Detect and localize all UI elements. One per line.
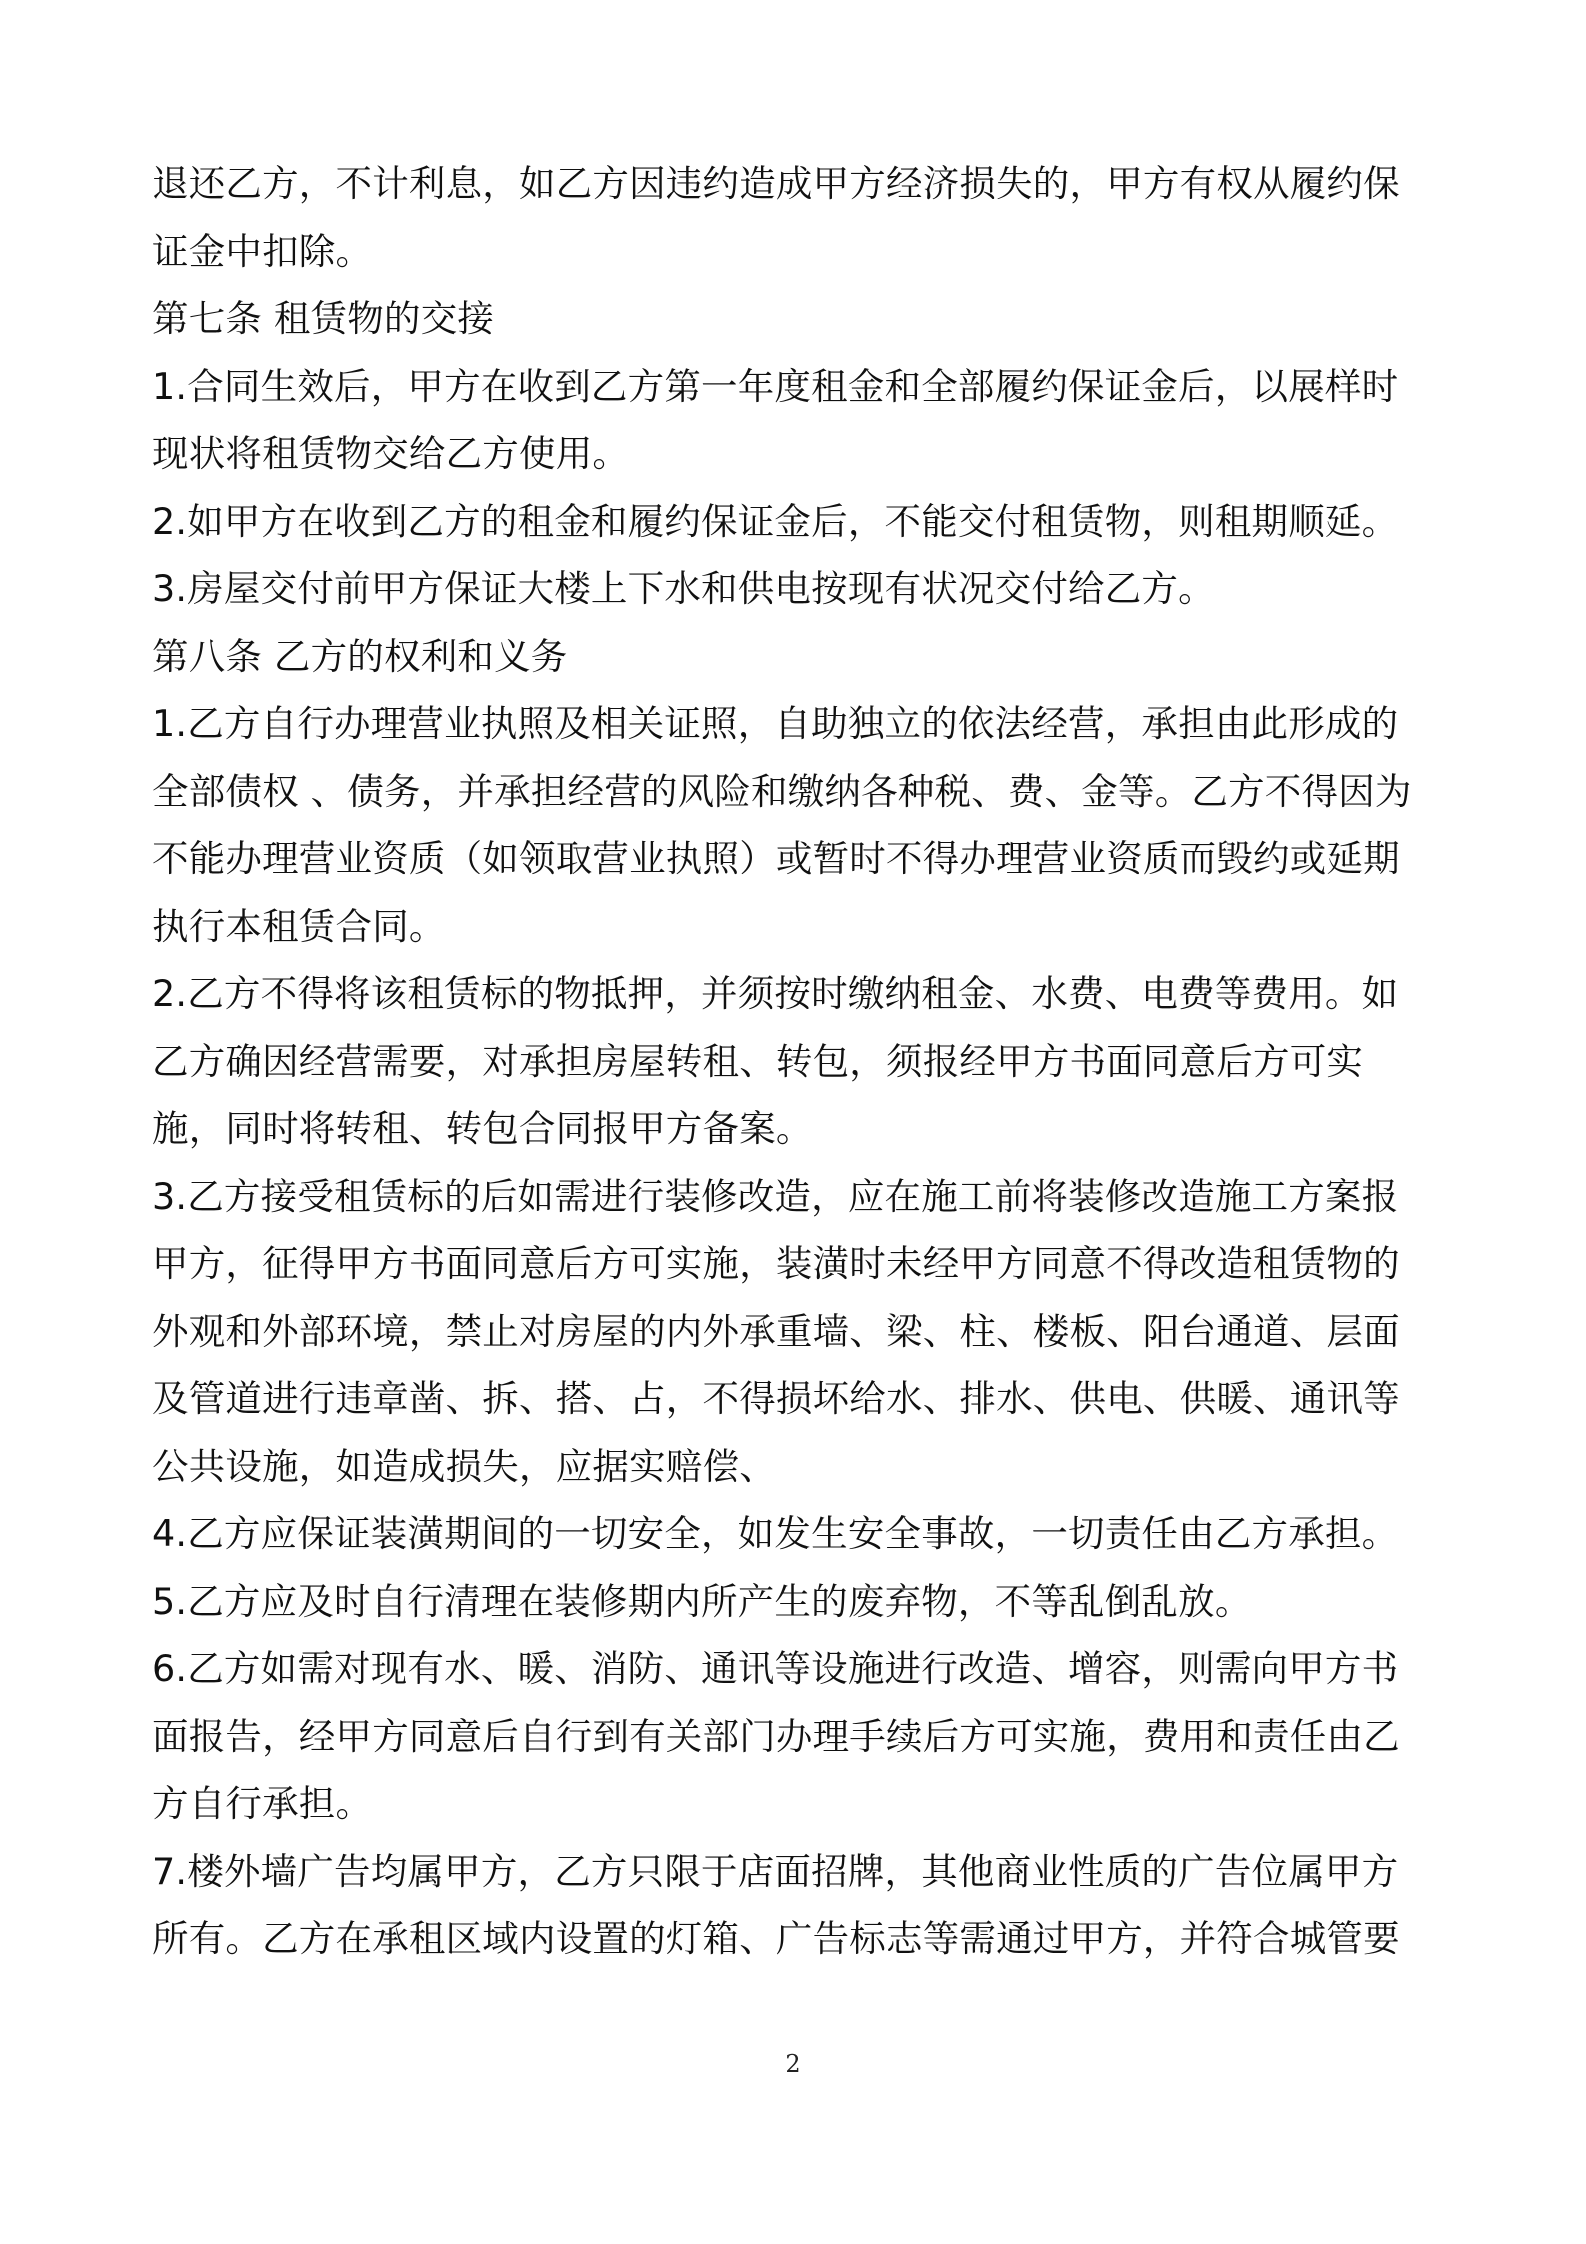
- text-line: 3.乙方接受租赁标的后如需进行装修改造，应在施工前将装修改造施工方案报: [152, 1174, 1399, 1218]
- text-line: 现状将租赁物交给乙方使用。: [152, 432, 630, 475]
- text-line: 4.乙方应保证装潢期间的一切安全，如发生安全事故，一切责任由乙方承担。: [152, 1512, 1399, 1555]
- text-line: 证金中扣除。: [152, 229, 373, 273]
- text-line: 方自行承担。: [152, 1782, 373, 1825]
- section-heading: 第七条 租赁物的交接: [152, 297, 495, 340]
- text-line: 2.乙方不得将该租赁标的物抵押，并须按时缴纳租金、水费、电费等费用。如: [152, 972, 1399, 1015]
- page-number: 2: [785, 2050, 801, 2078]
- text-line: 公共设施，如造成损失，应据实赔偿、: [152, 1444, 776, 1488]
- text-line: 施，同时将转租、转包合同报甲方备案。: [152, 1107, 813, 1150]
- text-line: 及管道进行违章凿、拆、搭、占，不得损坏给水、排水、供电、供暖、通讯等: [152, 1377, 1400, 1420]
- text-line: 全部债权 、债务，并承担经营的风险和缴纳各种税、费、金等。乙方不得因为: [152, 769, 1412, 813]
- text-line: 乙方确因经营需要，对承担房屋转租、转包，须报经甲方书面同意后方可实: [152, 1039, 1364, 1083]
- text-line: 5.乙方应及时自行清理在装修期内所产生的废弃物，不等乱倒乱放。: [152, 1579, 1252, 1623]
- text-line: 1.合同生效后，甲方在收到乙方第一年度租金和全部履约保证金后，以展样时: [152, 364, 1399, 408]
- text-line: 所有。乙方在承租区域内设置的灯箱、广告标志等需通过甲方，并符合城管要: [152, 1917, 1400, 1960]
- text-line: 7.楼外墙广告均属甲方，乙方只限于店面招牌，其他商业性质的广告位属甲方: [152, 1849, 1399, 1893]
- text-line: 执行本租赁合同。: [152, 904, 446, 948]
- text-line: 6.乙方如需对现有水、暖、消防、通讯等设施进行改造、增容，则需向甲方书: [152, 1647, 1399, 1690]
- text-line: 甲方，征得甲方书面同意后方可实施，装潢时未经甲方同意不得改造租赁物的: [152, 1242, 1400, 1285]
- text-line: 不能办理营业资质（如领取营业执照）或暂时不得办理营业资质而毁约或延期: [152, 837, 1400, 880]
- text-line: 外观和外部环境，禁止对房屋的内外承重墙、梁、柱、楼板、阳台通道、层面: [152, 1309, 1400, 1353]
- text-line: 3.房屋交付前甲方保证大楼上下水和供电按现有状况交付给乙方。: [152, 567, 1215, 610]
- section-heading: 第八条 乙方的权利和义务: [152, 634, 568, 678]
- text-line: 退还乙方，不计利息，如乙方因违约造成甲方经济损失的，甲方有权从履约保: [152, 162, 1400, 205]
- text-line: 1.乙方自行办理营业执照及相关证照，自助独立的依法经营，承担由此形成的: [152, 702, 1399, 745]
- text-line: 面报告，经甲方同意后自行到有关部门办理手续后方可实施，费用和责任由乙: [152, 1714, 1400, 1758]
- document-body: [152, 150, 1442, 1973]
- text-line: 2.如甲方在收到乙方的租金和履约保证金后，不能交付租赁物，则租期顺延。: [152, 499, 1399, 543]
